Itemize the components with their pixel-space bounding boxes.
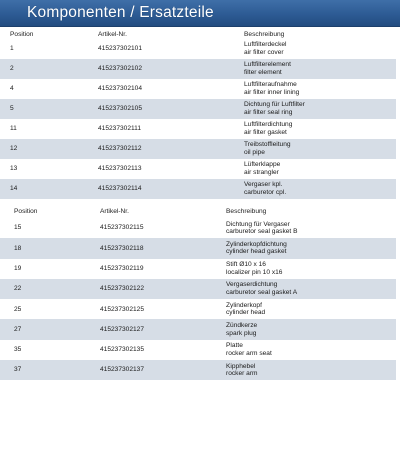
description-german: Luftfilterdeckel [244, 41, 287, 49]
description-english: localizer pin 10 x16 [226, 268, 283, 276]
cell-position: 22 [14, 285, 22, 293]
cell-description [244, 41, 396, 56]
cell-position: 19 [14, 264, 22, 272]
description-english: cylinder head gasket [226, 248, 287, 256]
cell-position: 37 [14, 366, 22, 374]
cell-position: 2 [10, 65, 14, 73]
cell-article-number: 415237302112 [98, 145, 142, 153]
cell-position: 4 [10, 85, 14, 93]
header-article: Artikel-Nr. [98, 30, 127, 38]
header-position: Position [10, 30, 34, 38]
description-german: Treibstoffleitung [244, 141, 291, 149]
cell-article-number: 415237302111 [98, 125, 142, 133]
cell-article-number: 415237302122 [100, 285, 145, 293]
description-english: carburetor cpl. [244, 189, 287, 196]
cell-description [226, 281, 396, 296]
cell-position: 12 [10, 145, 18, 153]
table-row [0, 59, 396, 79]
description-english: filter element [244, 69, 282, 76]
description-english: oil pipe [244, 149, 265, 156]
cell-description [226, 342, 396, 357]
banner-title: Komponenten / Ersatzteile [27, 4, 214, 21]
cell-position: 25 [14, 305, 22, 313]
cell-article-number: 415237302137 [100, 366, 145, 374]
table-row [0, 340, 396, 360]
parts-table-2 [0, 205, 396, 380]
table-row [0, 299, 396, 319]
cell-article-number: 415237302127 [100, 325, 145, 333]
cell-article-number: 415237302115 [100, 224, 144, 232]
cell-description [226, 221, 396, 236]
cell-description [226, 241, 396, 256]
cell-article-number: 415237302125 [100, 305, 145, 313]
description-english: air filter inner lining [244, 89, 300, 96]
description-german: Lüfterklappe [244, 161, 281, 169]
description-english: carburetor seal gasket B [226, 228, 298, 236]
cell-description [226, 302, 396, 317]
cell-description [226, 363, 396, 378]
table-row [0, 218, 396, 238]
cell-description [226, 261, 396, 276]
description-english: air strangler [244, 169, 279, 176]
description-german: Kipphebel [226, 362, 256, 370]
section-banner [0, 0, 400, 27]
table-row [0, 238, 396, 258]
cell-article-number: 415237302135 [100, 346, 145, 354]
table-body [0, 39, 396, 199]
cell-position: 18 [14, 244, 22, 252]
description-german: Platte [226, 342, 243, 350]
cell-position: 27 [14, 325, 22, 333]
cell-position: 5 [10, 105, 14, 113]
description-german: Dichtung für Luftfilter [244, 101, 305, 109]
table-row [0, 259, 396, 279]
table-row [0, 119, 396, 139]
description-english: cylinder head [226, 309, 266, 317]
description-english: rocker arm [226, 370, 258, 378]
table-row [0, 360, 396, 380]
table-row [0, 79, 396, 99]
table-row [0, 159, 396, 179]
description-english: air filter seal ring [244, 109, 293, 116]
table-row [0, 279, 396, 299]
description-german: Luftfilteraufnahme [244, 81, 297, 89]
description-german: Stift Ø10 x 16 [226, 261, 266, 269]
cell-position: 35 [14, 346, 22, 354]
cell-description [244, 61, 396, 76]
header-description: Beschreibung [226, 208, 267, 215]
header-position: Position [14, 208, 38, 215]
description-english: air filter cover [244, 49, 284, 56]
cell-description [244, 121, 396, 136]
parts-table-1 [0, 27, 396, 199]
header-description: Beschreibung [244, 30, 285, 38]
cell-article-number: 415237302119 [100, 264, 144, 272]
description-english: air filter gasket [244, 129, 287, 136]
cell-article-number: 415237302113 [98, 165, 142, 173]
cell-position: 11 [10, 125, 17, 133]
cell-article-number: 415237302118 [100, 244, 144, 252]
description-german: Vergaserdichtung [226, 281, 278, 289]
cell-position: 1 [10, 45, 14, 53]
description-english: rocker arm seat [226, 349, 272, 357]
cell-position: 13 [10, 165, 18, 173]
table-row [0, 179, 396, 199]
cell-position: 15 [14, 224, 22, 232]
table-header [0, 205, 396, 218]
cell-description [244, 181, 396, 196]
description-english: carburetor seal gasket A [226, 289, 298, 297]
table-row [0, 319, 396, 339]
description-english: spark plug [226, 329, 257, 337]
description-german: Zylinderkopf [226, 301, 262, 309]
description-german: Zylinderkopfdichtung [226, 240, 287, 248]
cell-description [244, 81, 396, 96]
description-german: Luftfilterdichtung [244, 121, 293, 129]
cell-article-number: 415237302102 [98, 65, 143, 73]
table-row [0, 139, 396, 159]
cell-position: 14 [10, 185, 18, 193]
table-row [0, 99, 396, 119]
description-german: Dichtung für Vergaser [226, 220, 290, 228]
header-article: Artikel-Nr. [100, 208, 129, 215]
description-german: Zündkerze [226, 322, 258, 330]
cell-article-number: 415237302104 [98, 85, 143, 93]
cell-description [244, 101, 396, 116]
cell-description [226, 322, 396, 337]
table-body [0, 218, 396, 380]
cell-article-number: 415237302101 [98, 45, 143, 53]
cell-article-number: 415237302114 [98, 185, 142, 193]
description-german: Luftfilterelement [244, 61, 291, 69]
cell-description [244, 161, 396, 176]
cell-description [244, 141, 396, 156]
description-german: Vergaser kpl. [244, 181, 283, 189]
cell-article-number: 415237302105 [98, 105, 143, 113]
table-header [0, 27, 396, 39]
table-row [0, 39, 396, 59]
